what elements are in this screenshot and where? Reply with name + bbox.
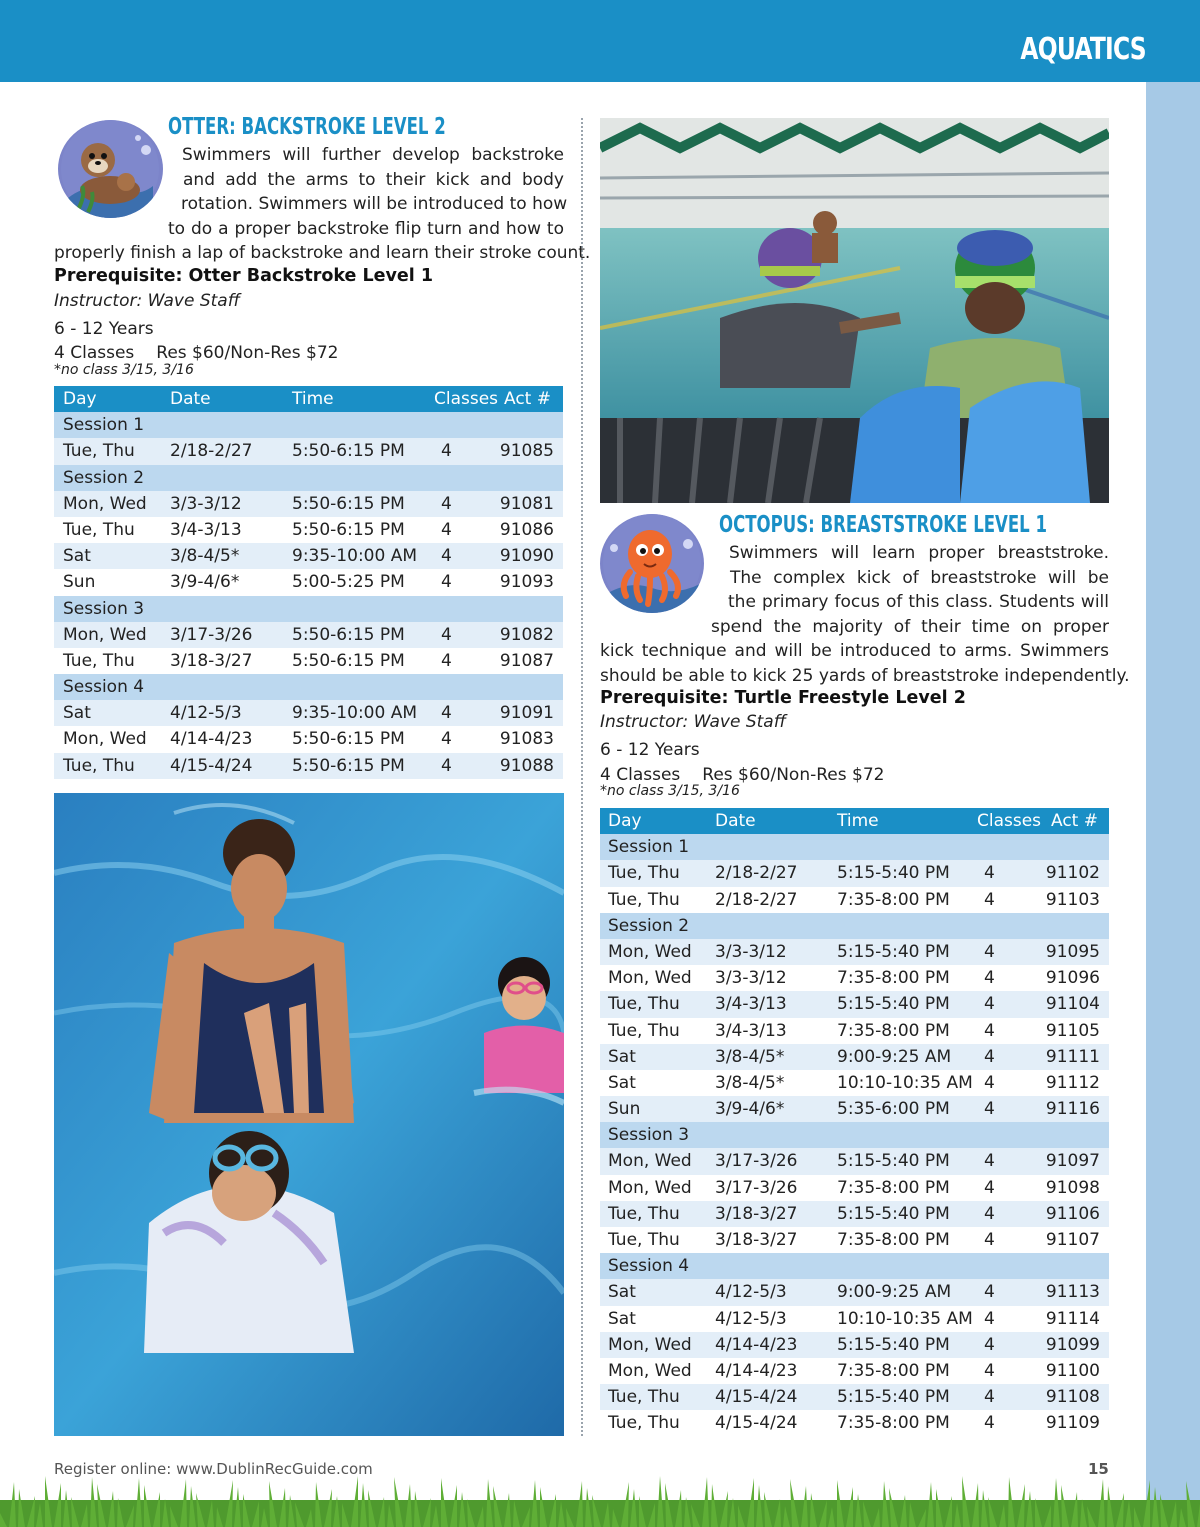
cell-classes: 4 [984,968,995,989]
cell-classes: 4 [984,941,995,962]
cell-date: 4/14-4/23 [170,729,253,750]
table-row [600,887,1109,913]
cell-classes: 4 [441,729,452,750]
grass-decoration [0,1470,1200,1527]
cell-date: 3/9-4/6* [715,1099,785,1120]
session-row [54,674,563,700]
cell-act: 91114 [1045,1308,1100,1329]
instructor: Instructor: Wave Staff [54,291,240,311]
class-count: 4 Classes [600,765,681,785]
cell-date: 4/15-4/24 [715,1413,798,1434]
cell-classes: 4 [984,889,995,910]
column-divider [581,118,583,1436]
prerequisite: Prerequisite: Turtle Freestyle Level 2 [600,688,966,708]
cell-act: 91082 [499,624,554,645]
schedule-table [54,386,563,779]
cell-day: Tue, Thu [608,1203,680,1224]
session-label: Session 3 [608,1125,690,1146]
cell-act: 91088 [499,755,554,776]
session-label: Session 3 [63,598,145,619]
cell-classes: 4 [984,1099,995,1120]
fee: Res $60/Non-Res $72 [156,343,339,363]
cell-day: Sat [608,1282,636,1303]
cell-classes: 4 [984,994,995,1015]
no-class-note: *no class 3/15, 3/16 [54,362,194,378]
column-header: Classes [434,389,499,409]
cell-time: 7:35-8:00 PM [837,1177,950,1198]
age-range: 6 - 12 Years [54,319,154,339]
cell-classes: 4 [984,1072,995,1093]
course-title: OTTER: BACKSTROKE LEVEL 2 [168,114,446,140]
cell-time: 5:15-5:40 PM [837,1151,950,1172]
column-header: Time [292,389,334,409]
cell-time: 5:00-5:25 PM [292,572,405,593]
page-number: 15 [1088,1460,1109,1478]
cell-act: 91097 [1045,1151,1100,1172]
cell-classes: 4 [984,1230,995,1250]
table-row [600,965,1109,991]
class-fees [600,765,884,785]
table-row [600,1410,1109,1436]
cell-day: Tue, Thu [63,755,135,776]
table-row [600,1384,1109,1410]
cell-time: 9:00-9:25 AM [837,1046,952,1067]
cell-time: 7:35-8:00 PM [837,1020,950,1041]
table-row [54,491,563,517]
column-header: Time [837,811,879,831]
table-row [600,991,1109,1017]
cell-time: 10:10-10:35 AM [837,1308,973,1329]
instructor: Instructor: Wave Staff [600,712,786,732]
table-row [54,700,563,726]
cell-day: Tue, Thu [608,1020,680,1041]
register-link[interactable]: Register online: www.DublinRecGuide.com [54,1460,373,1478]
cell-day: Mon, Wed [608,968,692,989]
course-description: Swimmers will further develop backstroke and add the arms to their kick and body rotation. Swimmers will be introduced to how to do a proper backstroke flip turn and how to properly finish a lap of backstroke and learn their stroke count. [54,145,591,263]
cell-act: 91086 [499,519,554,540]
course-title: OCTOPUS: BREASTSTROKE LEVEL 1 [719,512,1048,538]
cell-day: Mon, Wed [608,941,692,962]
cell-day: Tue, Thu [63,441,135,462]
class-fees [54,343,338,363]
table-header [54,386,563,412]
cell-act: 91109 [1045,1413,1100,1434]
cell-act: 91104 [1045,994,1100,1015]
cell-act: 91112 [1045,1072,1100,1093]
cell-time: 9:35-10:00 AM [292,703,418,724]
table-row [600,1358,1109,1384]
table-header [600,808,1109,834]
cell-date: 3/8-4/5* [170,546,240,567]
table-row [600,1227,1109,1253]
cell-classes: 4 [441,755,452,776]
cell-day: Tue, Thu [608,863,680,884]
cell-date: 4/15-4/24 [715,1387,798,1408]
cell-date: 3/4-3/13 [715,994,787,1015]
table-row [600,1201,1109,1227]
cell-date: 3/17-3/26 [715,1177,798,1198]
cell-classes: 4 [441,572,452,593]
prerequisite: Prerequisite: Otter Backstroke Level 1 [54,266,434,286]
cell-act: 91091 [499,703,554,724]
cell-day: Sat [63,546,91,567]
column-header: Act # [1051,811,1098,831]
cell-time: 5:50-6:15 PM [292,519,405,540]
cell-day: Tue, Thu [63,519,135,540]
cell-date: 4/15-4/24 [170,755,253,776]
cell-act: 91095 [1045,941,1100,962]
table-row [600,860,1109,886]
cell-day: Sat [63,703,91,724]
table-row [54,517,563,543]
cell-classes: 4 [984,1203,995,1224]
instructor-and-children-photo [54,793,564,1436]
session-row [54,412,563,438]
cell-classes: 4 [984,1387,995,1408]
cell-classes: 4 [984,1308,995,1329]
cell-time: 7:35-8:00 PM [837,1360,950,1381]
cell-classes: 4 [984,1177,995,1198]
cell-act: 91083 [499,729,554,750]
cell-day: Mon, Wed [608,1177,692,1198]
cell-date: 3/17-3/26 [170,624,253,645]
cell-act: 91106 [1045,1203,1100,1224]
cell-date: 4/14-4/23 [715,1360,798,1381]
session-row [600,1122,1109,1148]
cell-time: 5:15-5:40 PM [837,863,950,884]
cell-act: 91096 [1045,968,1100,989]
cell-day: Mon, Wed [608,1334,692,1355]
cell-date: 3/18-3/27 [715,1203,798,1224]
cell-day: Tue, Thu [608,994,680,1015]
table-row [600,1148,1109,1174]
cell-classes: 4 [441,493,452,514]
cell-date: 3/8-4/5* [715,1072,785,1093]
cell-classes: 4 [441,650,452,671]
cell-date: 2/18-2/27 [170,441,253,462]
cell-time: 10:10-10:35 AM [837,1072,973,1093]
table-row [600,1070,1109,1096]
cell-date: 3/18-3/27 [170,650,253,671]
cell-act: 91108 [1045,1387,1100,1408]
cell-classes: 4 [441,703,452,724]
cell-date: 4/12-5/3 [715,1308,787,1329]
cell-day: Tue, Thu [608,889,680,910]
table-row [54,543,563,569]
cell-date: 3/9-4/6* [170,572,240,593]
table-row [54,569,563,595]
cell-act: 91113 [1045,1282,1100,1303]
class-count: 4 Classes [54,343,135,363]
cell-act: 91081 [499,493,554,514]
session-row [600,834,1109,860]
age-range: 6 - 12 Years [600,740,700,760]
cell-classes: 4 [984,1046,995,1067]
table-row [600,1018,1109,1044]
cell-act: 91111 [1045,1046,1100,1067]
cell-classes: 4 [984,1020,995,1041]
session-label: Session 4 [63,677,145,698]
cell-time: 9:00-9:25 AM [837,1282,952,1303]
cell-act: 91116 [1045,1099,1100,1120]
table-row [600,1279,1109,1305]
column-header: Day [608,811,642,831]
cell-date: 3/17-3/26 [715,1151,798,1172]
session-row [54,465,563,491]
cell-day: Sun [63,572,96,593]
column-header: Date [715,811,756,831]
table-row [600,1096,1109,1122]
course-description: Swimmers will learn proper breaststroke. The complex kick of breaststroke will be the primary focus of this class. Students will spend the majority of their time on proper kick technique and will be introduced to arms. Swimmers should be able to kick 25 yards of breaststroke independently. [600,543,1130,686]
session-label: Session 1 [63,415,145,436]
cell-time: 5:15-5:40 PM [837,994,950,1015]
cell-date: 3/3-3/12 [170,493,242,514]
cell-day: Sat [608,1072,636,1093]
table-row [600,939,1109,965]
table-row [54,438,563,464]
cell-act: 91107 [1045,1230,1100,1250]
cell-time: 9:35-10:00 AM [292,546,418,567]
session-label: Session 2 [63,467,145,488]
cell-day: Mon, Wed [63,729,147,750]
schedule-table [600,808,1109,1437]
cell-act: 91085 [499,441,554,462]
cell-act: 91093 [499,572,554,593]
cell-act: 91098 [1045,1177,1100,1198]
cell-day: Sat [608,1046,636,1067]
cell-time: 5:50-6:15 PM [292,441,405,462]
cell-day: Mon, Wed [608,1151,692,1172]
cell-time: 5:50-6:15 PM [292,493,405,514]
cell-date: 3/4-3/13 [715,1020,787,1041]
cell-day: Tue, Thu [608,1230,680,1250]
cell-date: 3/8-4/5* [715,1046,785,1067]
fee: Res $60/Non-Res $72 [702,765,885,785]
cell-act: 91087 [499,650,554,671]
table-row [54,648,563,674]
cell-time: 5:50-6:15 PM [292,650,405,671]
session-label: Session 2 [608,915,690,936]
cell-day: Tue, Thu [608,1413,680,1434]
cell-classes: 4 [984,1151,995,1172]
cell-act: 91100 [1045,1360,1100,1381]
cell-time: 7:35-8:00 PM [837,889,950,910]
cell-act: 91103 [1045,889,1100,910]
cell-time: 5:15-5:40 PM [837,941,950,962]
cell-classes: 4 [984,1334,995,1355]
cell-act: 91099 [1045,1334,1100,1355]
cell-act: 91102 [1045,863,1100,884]
section-title: AQUATICS [1020,32,1146,67]
cell-day: Tue, Thu [63,650,135,671]
cell-date: 2/18-2/27 [715,863,798,884]
session-label: Session 4 [608,1256,690,1277]
cell-day: Sun [608,1099,641,1120]
table-row [600,1175,1109,1201]
cell-classes: 4 [441,441,452,462]
cell-classes: 4 [984,863,995,884]
cell-day: Mon, Wed [608,1360,692,1381]
cell-day: Mon, Wed [63,493,147,514]
column-header: Classes [977,811,1042,831]
cell-date: 3/3-3/12 [715,968,787,989]
session-label: Session 1 [608,837,690,858]
no-class-note: *no class 3/15, 3/16 [600,783,740,799]
cell-time: 5:50-6:15 PM [292,624,405,645]
table-row [54,622,563,648]
cell-time: 5:15-5:40 PM [837,1203,950,1224]
cell-date: 4/12-5/3 [170,703,242,724]
cell-date: 4/12-5/3 [715,1282,787,1303]
cell-act: 91090 [499,546,554,567]
cell-date: 3/3-3/12 [715,941,787,962]
cell-classes: 4 [984,1282,995,1303]
cell-date: 3/4-3/13 [170,519,242,540]
session-row [600,1253,1109,1279]
cell-time: 7:35-8:00 PM [837,1230,950,1250]
cell-classes: 4 [984,1360,995,1381]
cell-time: 7:35-8:00 PM [837,1413,950,1434]
cell-day: Tue, Thu [608,1387,680,1408]
cell-classes: 4 [441,519,452,540]
pool-swimmers-photo [600,118,1109,503]
cell-day: Mon, Wed [63,624,147,645]
table-row [600,1332,1109,1358]
cell-classes: 4 [984,1413,995,1434]
table-row [600,1044,1109,1070]
table-row [54,726,563,752]
column-header: Date [170,389,211,409]
cell-time: 5:15-5:40 PM [837,1334,950,1355]
session-row [54,596,563,622]
cell-date: 4/14-4/23 [715,1334,798,1355]
side-stripe [1146,82,1200,1527]
cell-classes: 4 [441,546,452,567]
column-header: Act # [504,389,551,409]
cell-day: Sat [608,1308,636,1329]
cell-time: 5:50-6:15 PM [292,729,405,750]
cell-time: 5:50-6:15 PM [292,755,405,776]
cell-act: 91105 [1045,1020,1100,1041]
cell-classes: 4 [441,624,452,645]
table-row [600,1306,1109,1332]
cell-time: 5:15-5:40 PM [837,1387,950,1408]
cell-time: 5:35-6:00 PM [837,1099,950,1120]
table-row [54,753,563,779]
cell-date: 2/18-2/27 [715,889,798,910]
cell-time: 7:35-8:00 PM [837,968,950,989]
session-row [600,913,1109,939]
cell-date: 3/18-3/27 [715,1230,798,1250]
column-header: Day [63,389,97,409]
